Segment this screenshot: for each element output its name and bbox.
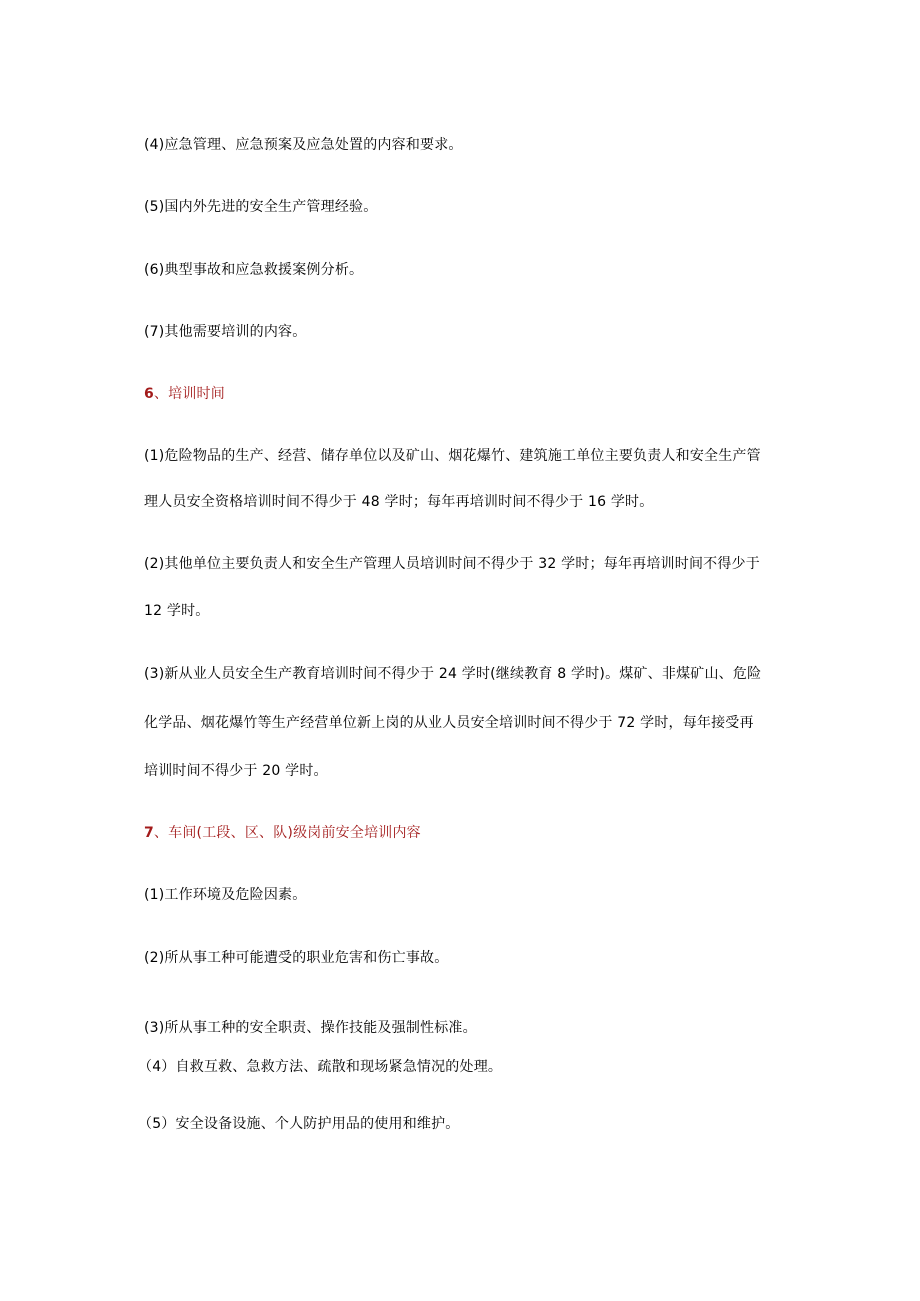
list-item: (7)其他需要培训的内容。 [144, 324, 307, 340]
section-title: 、培训时间 [153, 386, 225, 402]
list-item: (5)国内外先进的安全生产管理经验。 [144, 199, 378, 215]
section-number: 7 [144, 825, 154, 841]
list-item: (4)应急管理、应急预案及应急处置的内容和要求。 [144, 137, 463, 153]
section-number: 6 [144, 386, 154, 402]
list-item: (6)典型事故和应急救援案例分析。 [144, 262, 364, 278]
paragraph-line: 理人员安全资格培训时间不得少于 48 学时；每年再培训时间不得少于 16 学时。 [144, 494, 654, 510]
paragraph-line: (2)其他单位主要负责人和安全生产管理人员培训时间不得少于 32 学时；每年再培训时间不得少于 [144, 556, 760, 572]
list-item: (3)所从事工种的安全职责、操作技能及强制性标准。 [144, 1020, 477, 1036]
section-heading-7 [144, 823, 421, 843]
paragraph-line: 12 学时。 [144, 603, 210, 619]
list-item: （5）安全设备设施、个人防护用品的使用和维护。 [138, 1116, 460, 1132]
section-heading-6 [144, 384, 225, 404]
paragraph-line: 化学品、烟花爆竹等生产经营单位新上岗的从业人员安全培训时间不得少于 72 学时，每年接受再 [144, 715, 754, 731]
list-item: (1)工作环境及危险因素。 [144, 887, 307, 903]
list-item: （4）自救互救、急救方法、疏散和现场紧急情况的处理。 [138, 1059, 503, 1075]
paragraph-line: (1)危险物品的生产、经营、储存单位以及矿山、烟花爆竹、建筑施工单位主要负责人和安全生产管 [144, 448, 761, 464]
paragraph-line: 培训时间不得少于 20 学时。 [144, 763, 328, 779]
list-item: (2)所从事工种可能遭受的职业危害和伤亡事故。 [144, 950, 449, 966]
paragraph-line: (3)新从业人员安全生产教育培训时间不得少于 24 学时(继续教育 8 学时)。煤矿、非煤矿山、危险 [144, 666, 762, 682]
section-title: 、车间(工段、区、队)级岗前安全培训内容 [153, 825, 421, 841]
